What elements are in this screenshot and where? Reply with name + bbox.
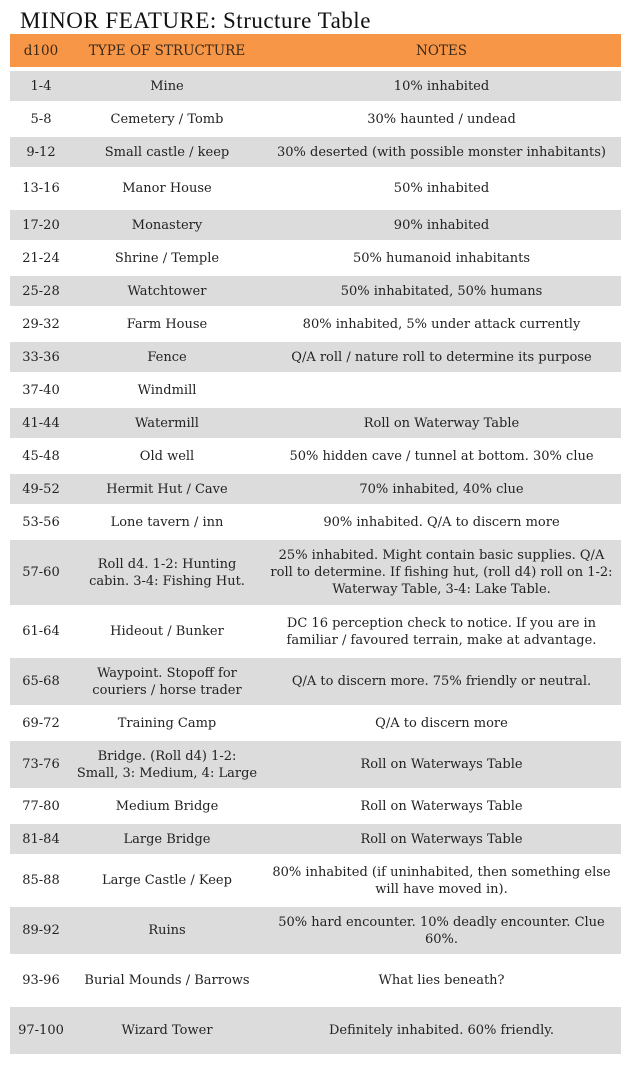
cell-roll: 65-68 [10, 658, 72, 708]
table-row [10, 1007, 621, 1057]
cell-type: Old well [72, 441, 262, 474]
cell-notes: 50% hidden cave / tunnel at bottom. 30% clue [262, 441, 621, 474]
cell-notes: 30% deserted (with possible monster inhabitants) [262, 137, 621, 170]
cell-type: Roll d4. 1-2: Hunting cabin. 3-4: Fishing Hut. [72, 540, 262, 608]
cell-type: Hermit Hut / Cave [72, 474, 262, 507]
table-row [10, 857, 621, 907]
table-row [10, 71, 621, 104]
cell-notes [262, 375, 621, 408]
cell-roll: 77-80 [10, 791, 72, 824]
cell-type: Farm House [72, 309, 262, 342]
table-row [10, 243, 621, 276]
table-row [10, 104, 621, 137]
table-row [10, 309, 621, 342]
cell-notes: 70% inhabited, 40% clue [262, 474, 621, 507]
page-title: MINOR FEATURE: Structure Table [20, 8, 371, 33]
cell-type: Mine [72, 71, 262, 104]
cell-roll: 41-44 [10, 408, 72, 441]
cell-type: Manor House [72, 170, 262, 210]
cell-roll: 21-24 [10, 243, 72, 276]
table-row [10, 137, 621, 170]
table-row [10, 907, 621, 957]
table-row [10, 658, 621, 708]
cell-type: Lone tavern / inn [72, 507, 262, 540]
table-row [10, 170, 621, 210]
cell-roll: 45-48 [10, 441, 72, 474]
table-row [10, 408, 621, 441]
table-row [10, 708, 621, 741]
cell-notes: 90% inhabited [262, 210, 621, 243]
header-type: TYPE OF STRUCTURE [72, 34, 262, 71]
header-roll: d100 [10, 34, 72, 71]
cell-type: Windmill [72, 375, 262, 408]
cell-notes: Roll on Waterways Table [262, 741, 621, 791]
cell-notes: 25% inhabited. Might contain basic supplies. Q/A roll to determine. If fishing hut, (roll d4) roll on 1-2: Waterway Table, 3-4: Lake Table. [262, 540, 621, 608]
structure-table [10, 34, 621, 1057]
cell-roll: 49-52 [10, 474, 72, 507]
cell-type: Hideout / Bunker [72, 608, 262, 658]
table-row [10, 441, 621, 474]
table-row [10, 824, 621, 857]
cell-type: Cemetery / Tomb [72, 104, 262, 137]
cell-type: Small castle / keep [72, 137, 262, 170]
cell-roll: 5-8 [10, 104, 72, 137]
cell-type: Waypoint. Stopoff for couriers / horse trader [72, 658, 262, 708]
cell-notes: Q/A to discern more [262, 708, 621, 741]
cell-type: Fence [72, 342, 262, 375]
cell-roll: 33-36 [10, 342, 72, 375]
table-row [10, 741, 621, 791]
cell-notes: 10% inhabited [262, 71, 621, 104]
table-header-row [10, 34, 621, 71]
cell-roll: 1-4 [10, 71, 72, 104]
cell-notes: Q/A to discern more. 75% friendly or neutral. [262, 658, 621, 708]
header-notes: NOTES [262, 34, 621, 71]
cell-notes: 30% haunted / undead [262, 104, 621, 137]
cell-notes: 80% inhabited (if uninhabited, then something else will have moved in). [262, 857, 621, 907]
cell-roll: 89-92 [10, 907, 72, 957]
table-row [10, 957, 621, 1007]
cell-notes: Roll on Waterways Table [262, 824, 621, 857]
cell-roll: 13-16 [10, 170, 72, 210]
cell-notes: 50% hard encounter. 10% deadly encounter. Clue 60%. [262, 907, 621, 957]
cell-notes: Definitely inhabited. 60% friendly. [262, 1007, 621, 1057]
table-row [10, 375, 621, 408]
cell-roll: 97-100 [10, 1007, 72, 1057]
cell-type: Monastery [72, 210, 262, 243]
cell-type: Wizard Tower [72, 1007, 262, 1057]
table-row [10, 791, 621, 824]
cell-type: Bridge. (Roll d4) 1-2: Small, 3: Medium, 4: Large [72, 741, 262, 791]
cell-notes: 50% humanoid inhabitants [262, 243, 621, 276]
cell-notes: 50% inhabitated, 50% humans [262, 276, 621, 309]
table-row [10, 342, 621, 375]
cell-roll: 17-20 [10, 210, 72, 243]
table-body [10, 71, 621, 1057]
cell-type: Ruins [72, 907, 262, 957]
cell-type: Large Castle / Keep [72, 857, 262, 907]
cell-notes: Roll on Waterway Table [262, 408, 621, 441]
cell-roll: 85-88 [10, 857, 72, 907]
cell-notes: What lies beneath? [262, 957, 621, 1007]
cell-roll: 61-64 [10, 608, 72, 658]
cell-roll: 73-76 [10, 741, 72, 791]
table-row [10, 608, 621, 658]
table-row [10, 540, 621, 608]
cell-roll: 25-28 [10, 276, 72, 309]
cell-type: Shrine / Temple [72, 243, 262, 276]
cell-roll: 29-32 [10, 309, 72, 342]
cell-notes: Roll on Waterways Table [262, 791, 621, 824]
cell-notes: 80% inhabited, 5% under attack currently [262, 309, 621, 342]
cell-roll: 9-12 [10, 137, 72, 170]
cell-type: Watermill [72, 408, 262, 441]
table-row [10, 507, 621, 540]
table-row [10, 276, 621, 309]
cell-notes: 50% inhabited [262, 170, 621, 210]
table-row [10, 210, 621, 243]
cell-notes: Q/A roll / nature roll to determine its purpose [262, 342, 621, 375]
cell-roll: 93-96 [10, 957, 72, 1007]
table-row [10, 474, 621, 507]
cell-roll: 57-60 [10, 540, 72, 608]
cell-notes: 90% inhabited. Q/A to discern more [262, 507, 621, 540]
cell-roll: 53-56 [10, 507, 72, 540]
cell-type: Medium Bridge [72, 791, 262, 824]
cell-roll: 81-84 [10, 824, 72, 857]
cell-notes: DC 16 perception check to notice. If you are in familiar / favoured terrain, make at advantage. [262, 608, 621, 658]
cell-type: Watchtower [72, 276, 262, 309]
cell-roll: 37-40 [10, 375, 72, 408]
cell-type: Training Camp [72, 708, 262, 741]
cell-type: Large Bridge [72, 824, 262, 857]
cell-type: Burial Mounds / Barrows [72, 957, 262, 1007]
cell-roll: 69-72 [10, 708, 72, 741]
